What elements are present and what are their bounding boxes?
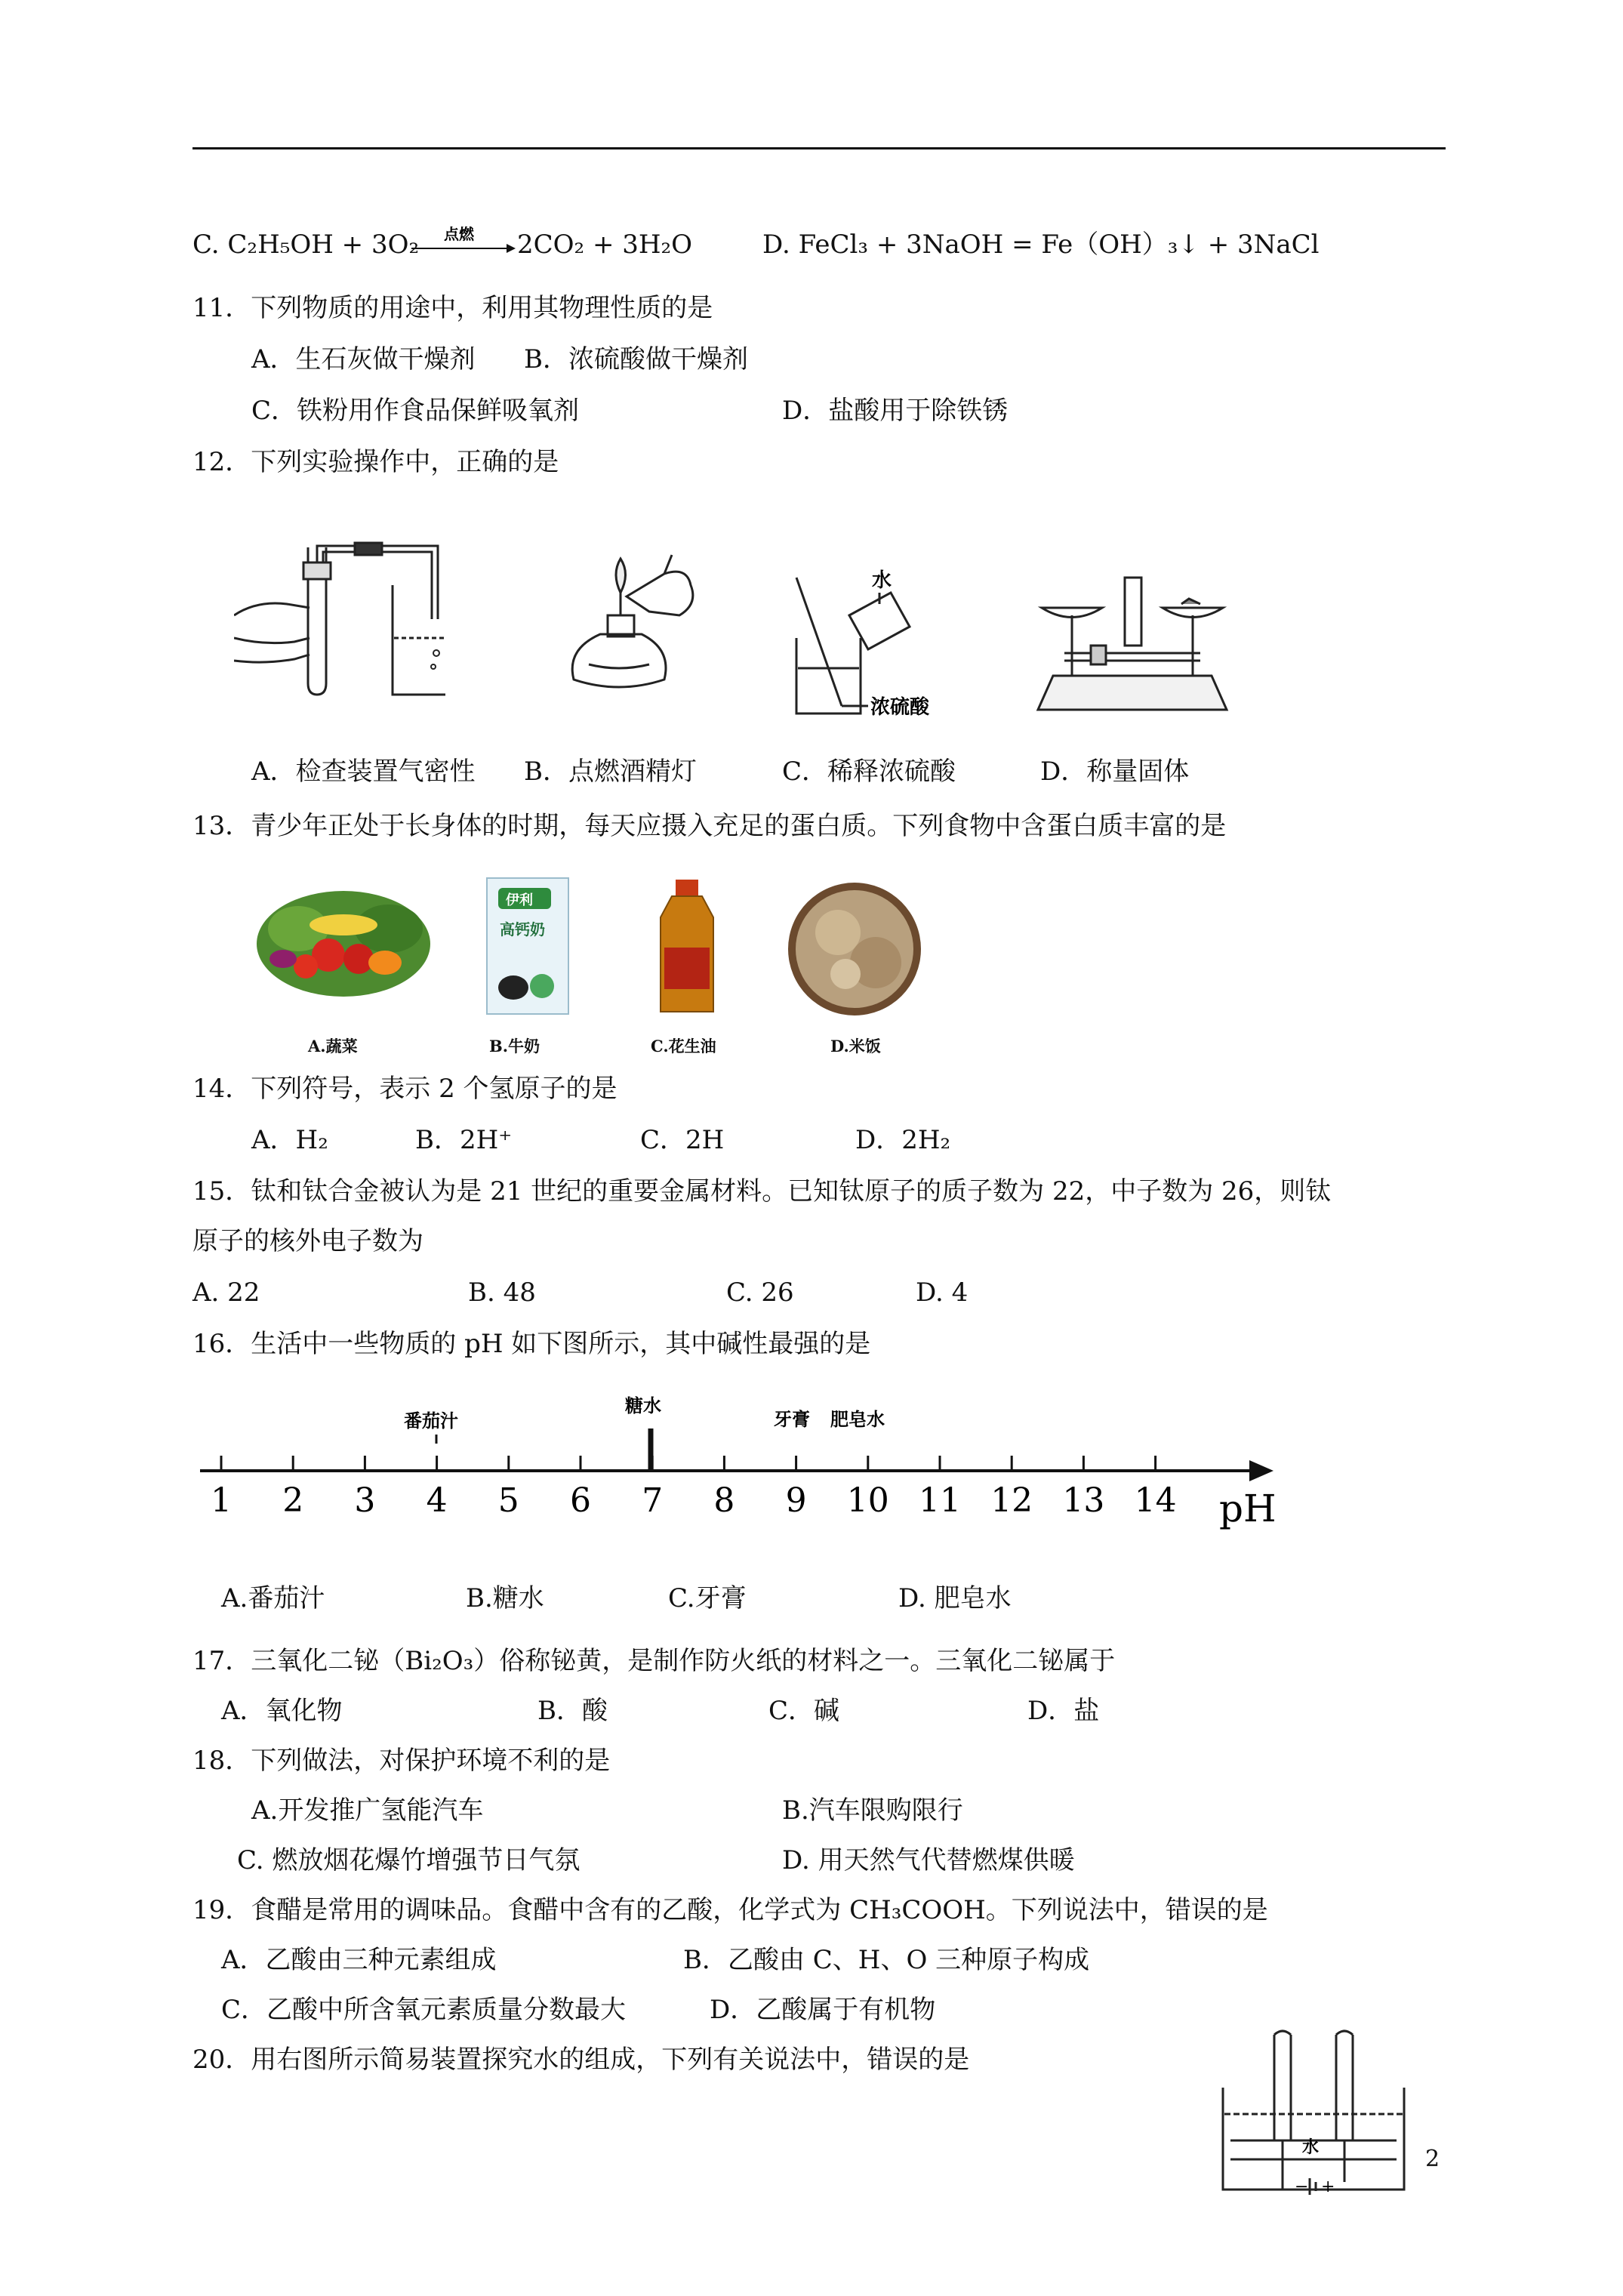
ph-tick-label-9: 9 bbox=[785, 1481, 807, 1520]
ph-marker-sugar: 糖水 bbox=[625, 1395, 661, 1416]
q14-option-a: A．H₂ bbox=[251, 1125, 328, 1155]
q12-stem: 12．下列实验操作中，正确的是 bbox=[192, 447, 559, 477]
page-number: 2 bbox=[1425, 2146, 1440, 2172]
ph-tick-label-2: 2 bbox=[282, 1481, 304, 1520]
q15-option-c: C. 26 bbox=[726, 1277, 794, 1308]
q13-label-d: D.米饭 bbox=[830, 1037, 881, 1056]
reaction-arrow bbox=[410, 223, 516, 264]
fig-dilute-acid bbox=[781, 562, 962, 725]
q12-option-b: B．点燃酒精灯 bbox=[524, 757, 697, 787]
q16-option-a: A.番茄汁 bbox=[221, 1583, 325, 1613]
ph-marker-toothpaste: 牙膏 bbox=[774, 1408, 810, 1430]
q13-stem: 13．青少年正处于长身体的时期，每天应摄入充足的蛋白质。下列食物中含蛋白质丰富的是 bbox=[192, 811, 1227, 841]
q13-label-c: C.花生油 bbox=[651, 1037, 716, 1056]
q17-stem: 17．三氧化二铋（Bi₂O₃）俗称铋黄，是制作防火纸的材料之一。三氧化二铋属于 bbox=[192, 1646, 1116, 1676]
q11-option-a: A．生石灰做干燥剂 bbox=[251, 344, 476, 374]
q18-option-d: D. 用天然气代替燃煤供暖 bbox=[782, 1845, 1075, 1875]
q17-option-d: D．盐 bbox=[1027, 1696, 1100, 1726]
ph-tick-label-10: 10 bbox=[846, 1481, 889, 1520]
milk-brand: 伊利 bbox=[506, 892, 533, 908]
fig-electrolysis-water-label: 水 bbox=[1302, 2137, 1320, 2157]
q19-option-a: A．乙酸由三种元素组成 bbox=[221, 1945, 497, 1975]
ph-tick-label-13: 13 bbox=[1062, 1481, 1105, 1520]
ph-axis-label: pH bbox=[1219, 1487, 1277, 1530]
q12-option-a: A．检查装置气密性 bbox=[251, 757, 476, 787]
svg-text:+: + bbox=[1321, 2177, 1335, 2196]
ph-marker-soap: 肥皂水 bbox=[830, 1408, 885, 1430]
q11-stem: 11．下列物质的用途中，利用其物理性质的是 bbox=[192, 293, 713, 323]
q11-option-b: B．浓硫酸做干燥剂 bbox=[524, 344, 748, 374]
q18-option-a: A.开发推广氢能汽车 bbox=[251, 1795, 484, 1826]
header-rule bbox=[192, 147, 1446, 149]
fig-balance bbox=[1030, 570, 1234, 717]
q16-option-b: B.糖水 bbox=[466, 1583, 544, 1613]
ph-tick-label-6: 6 bbox=[570, 1481, 591, 1520]
q19-stem: 19．食醋是常用的调味品。食醋中含有的乙酸，化学式为 CH₃COOH。下列说法中，错误的是 bbox=[192, 1895, 1268, 1925]
q17-option-a: A．氧化物 bbox=[221, 1696, 343, 1726]
q10-option-c: C. C₂H₅OH + 3O₂ bbox=[192, 230, 420, 260]
ph-tick-label-4: 4 bbox=[426, 1481, 448, 1520]
milk-carton-image bbox=[483, 874, 572, 1018]
ph-tick-label-12: 12 bbox=[990, 1481, 1033, 1520]
q10-option-c-products: 2CO₂ + 3H₂O bbox=[517, 230, 693, 260]
ph-marker-tomato: 番茄汁 bbox=[404, 1410, 458, 1432]
q17-option-c: C．碱 bbox=[768, 1696, 840, 1726]
milk-name: 高钙奶 bbox=[500, 920, 545, 938]
q17-option-b: B．酸 bbox=[537, 1696, 608, 1726]
rice-image bbox=[785, 880, 925, 1019]
fig-label-water: 水 bbox=[872, 569, 892, 592]
q15-option-b: B. 48 bbox=[468, 1277, 536, 1308]
q16-option-d: D. 肥皂水 bbox=[898, 1583, 1012, 1613]
ph-tick-label-3: 3 bbox=[354, 1481, 376, 1520]
fig-label-acid: 浓硫酸 bbox=[870, 696, 930, 719]
ph-tick-label-11: 11 bbox=[919, 1481, 961, 1520]
q14-option-c: C．2H bbox=[640, 1125, 725, 1155]
q13-label-a: A.蔬菜 bbox=[308, 1037, 358, 1056]
q15-option-d: D. 4 bbox=[916, 1277, 969, 1308]
q14-stem: 14．下列符号，表示 2 个氢原子的是 bbox=[192, 1074, 617, 1104]
q19-option-c: C．乙酸中所含氧元素质量分数最大 bbox=[221, 1995, 627, 2025]
vegetables-image bbox=[253, 883, 434, 1008]
q12-option-c: C．稀释浓硫酸 bbox=[782, 757, 956, 787]
ph-tick-label-7: 7 bbox=[642, 1481, 664, 1520]
q18-option-b: B.汽车限购限行 bbox=[782, 1795, 963, 1826]
peanut-oil-image bbox=[649, 876, 725, 1019]
q16-option-c: C.牙膏 bbox=[668, 1583, 747, 1613]
q12-option-d: D．称量固体 bbox=[1040, 757, 1190, 787]
fig-airtightness-check bbox=[234, 532, 445, 706]
fig-alcohol-lamp bbox=[559, 544, 717, 710]
q10-option-d: D. FeCl₃ + 3NaOH = Fe（OH）₃↓ + 3NaCl bbox=[762, 230, 1320, 260]
q11-option-c: C．铁粉用作食品保鲜吸氧剂 bbox=[251, 396, 580, 426]
ph-tick-label-1: 1 bbox=[211, 1481, 232, 1520]
svg-text:−: − bbox=[1295, 2177, 1309, 2196]
q19-option-d: D．乙酸属于有机物 bbox=[710, 1995, 936, 2025]
reaction-condition: 点燃 bbox=[444, 225, 474, 243]
q16-stem: 16．生活中一些物质的 pH 如下图所示，其中碱性最强的是 bbox=[192, 1329, 871, 1359]
ph-tick-label-14: 14 bbox=[1134, 1481, 1177, 1520]
ph-axis-arrow bbox=[1249, 1460, 1273, 1481]
q20-stem: 20．用右图所示简易装置探究水的组成，下列有关说法中，错误的是 bbox=[192, 2045, 970, 2075]
ph-scale bbox=[192, 1382, 1295, 1533]
ph-tick-label-8: 8 bbox=[713, 1481, 735, 1520]
q18-stem: 18．下列做法，对保护环境不利的是 bbox=[192, 1746, 611, 1776]
q19-option-b: B．乙酸由 C、H、O 三种原子构成 bbox=[683, 1945, 1090, 1975]
fig-electrolysis bbox=[1215, 2027, 1412, 2197]
q15-stem-line1: 15．钛和钛合金被认为是 21 世纪的重要金属材料。已知钛原子的质子数为 22，中子数为 26，则钛 bbox=[192, 1176, 1332, 1207]
q14-option-b: B．2H⁺ bbox=[415, 1125, 513, 1155]
q15-stem-line2: 原子的核外电子数为 bbox=[192, 1226, 423, 1256]
q15-option-a: A. 22 bbox=[192, 1277, 260, 1308]
q14-option-d: D．2H₂ bbox=[855, 1125, 951, 1155]
ph-tick-label-5: 5 bbox=[497, 1481, 519, 1520]
q13-label-b: B.牛奶 bbox=[489, 1037, 540, 1056]
q11-option-d: D．盐酸用于除铁锈 bbox=[782, 396, 1009, 426]
q18-option-c: C. 燃放烟花爆竹增强节日气氛 bbox=[237, 1845, 581, 1875]
